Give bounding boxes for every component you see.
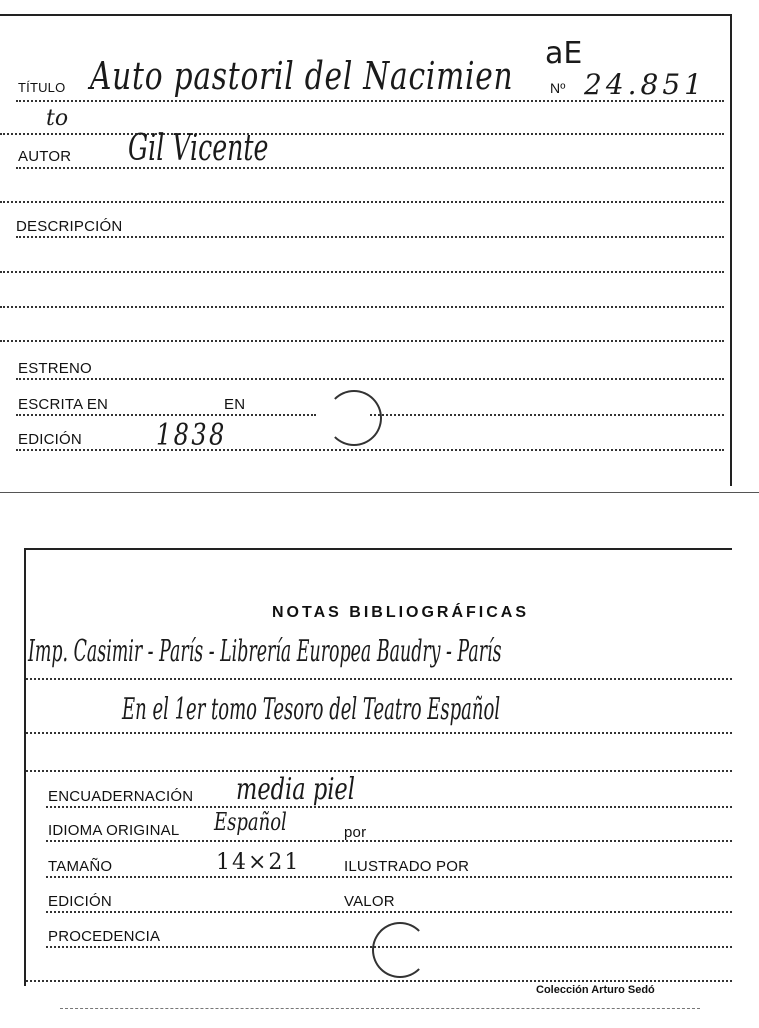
punch-hole-front (326, 390, 382, 446)
rule-estreno (16, 378, 724, 380)
edicion-label: EDICIÓN (18, 431, 82, 448)
idioma-value: Español (214, 808, 287, 836)
rule-escrita-right (370, 414, 724, 416)
tamano-label: TAMAÑO (48, 858, 113, 875)
rule-descripcion (16, 236, 724, 238)
rule-edicion-back (46, 911, 732, 913)
autor-label: AUTOR (18, 148, 72, 165)
note-line-1: Imp. Casimir - París - Librería Europea Baudry - París (28, 634, 502, 669)
escrita-en-label: ESCRITA EN (18, 396, 109, 413)
rule-encuadernacion (46, 806, 732, 808)
rule-blank-4 (0, 340, 724, 342)
idioma-label: IDIOMA ORIGINAL (48, 822, 180, 839)
notas-heading: NOTAS BIBLIOGRÁFICAS (272, 604, 530, 621)
rule-autor (16, 167, 724, 169)
descripcion-label: DESCRIPCIÓN (16, 218, 123, 235)
catalog-card-back (24, 548, 732, 996)
rule-note-1 (26, 678, 732, 680)
encuadernacion-value: media piel (236, 772, 355, 807)
rule-titulo-cont (0, 133, 724, 135)
rule-blank-1 (0, 201, 724, 203)
punch-hole-back (372, 922, 428, 978)
numero-prefix: aE (545, 36, 583, 71)
note-line-2: En el 1er tomo Tesoro del Teatro Español (122, 692, 501, 727)
rule-escrita (16, 414, 316, 416)
numero-value: 24.851 (584, 68, 706, 101)
ilustrado-label: ILUSTRADO POR (344, 858, 470, 875)
rule-bottom (26, 980, 732, 982)
rule-note-2 (26, 732, 732, 734)
rule-blank-3 (0, 306, 724, 308)
procedencia-label: PROCEDENCIA (48, 928, 161, 945)
numero-label: Nº (550, 80, 566, 96)
titulo-value: Auto pastoril del Nacimien (90, 54, 514, 98)
titulo-label: TÍTULO (18, 80, 66, 95)
rule-blank-2 (0, 271, 724, 273)
estreno-label: ESTRENO (18, 360, 92, 377)
por-label: por (344, 824, 367, 841)
rule-idioma (46, 840, 732, 842)
rule-tamano (46, 876, 732, 878)
rule-note-3 (26, 770, 732, 772)
edicion-back-label: EDICIÓN (48, 893, 112, 910)
encuadernacion-label: ENCUADERNACIÓN (48, 788, 194, 805)
rule-edicion (16, 449, 724, 451)
coleccion-note: Colección Arturo Sedó (536, 984, 655, 996)
titulo-value-cont: to (46, 106, 69, 131)
scan-edge-top (0, 492, 759, 493)
edicion-value: 1838 (156, 418, 227, 453)
scan-edge-bottom (60, 1008, 700, 1009)
tamano-value: 14×21 (216, 850, 301, 875)
autor-value: Gil Vicente (128, 128, 269, 169)
en-label: EN (224, 396, 246, 413)
catalog-card-front (0, 14, 732, 486)
valor-label: VALOR (344, 893, 395, 910)
